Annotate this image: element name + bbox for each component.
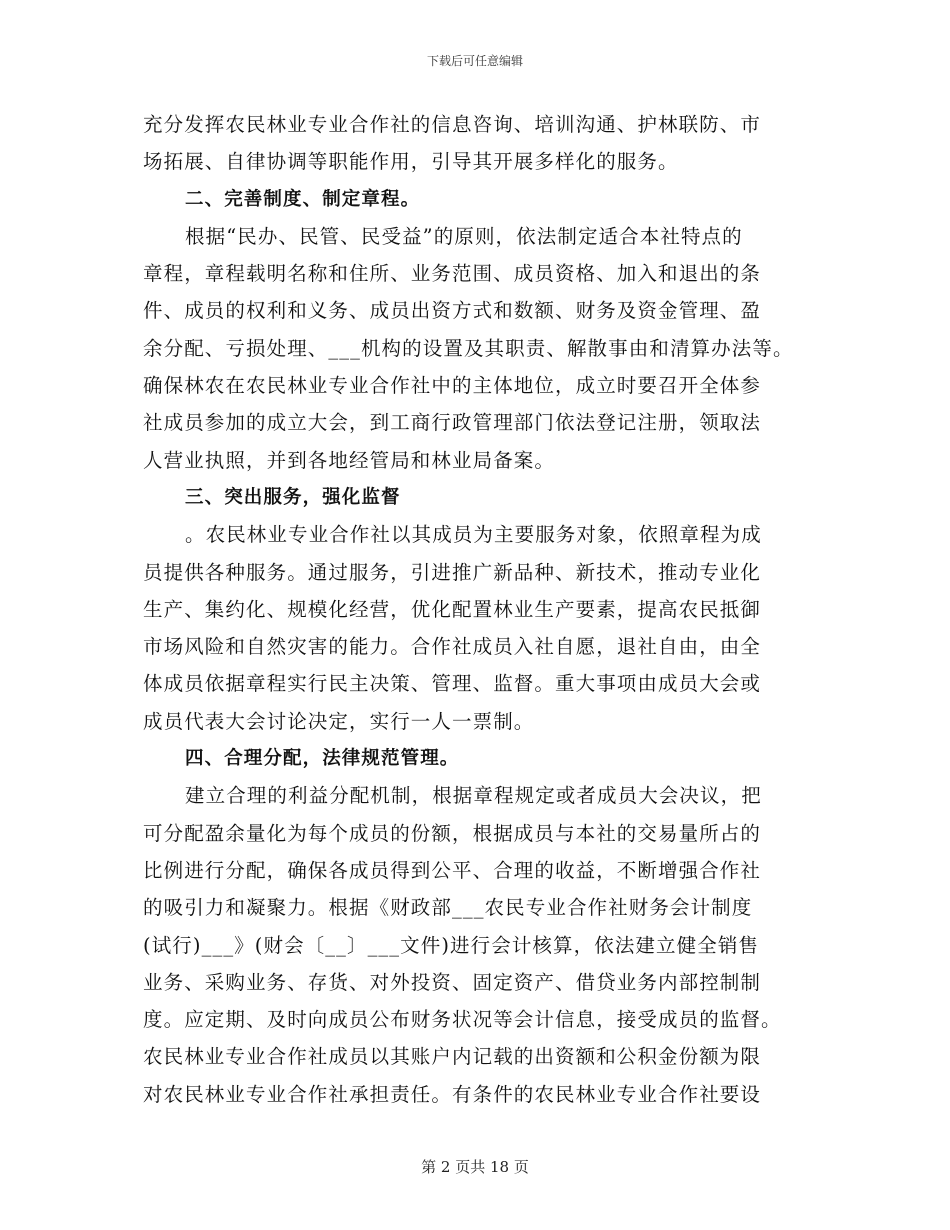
paragraph-line: 余分配、亏损处理、___机构的设置及其职责、解散事由和清算办法等。 — [143, 336, 794, 360]
paragraph-line: 市场风险和自然灾害的能力。合作社成员入社自愿，退社自由，由全 — [143, 635, 762, 659]
paragraph-line: 建立合理的利益分配机制，根据章程规定或者成员大会决议，把 — [185, 784, 762, 808]
paragraph-line: 章程，章程载明名称和住所、业务范围、成员资格、加入和退出的条 — [143, 262, 762, 286]
paragraph-line: 社成员参加的成立大会，到工商行政管理部门依法登记注册，领取法 — [143, 411, 762, 435]
paragraph-line: 确保林农在农民林业专业合作社中的主体地位，成立时要召开全体参 — [143, 374, 762, 398]
page-header: 下载后可任意编辑 — [426, 54, 523, 68]
paragraph-line: 农民林业专业合作社成员以其账户内记载的出资额和公积金份额为限 — [143, 1045, 762, 1069]
paragraph-line: 度。应定期、及时向成员公布财务状况等会计信息，接受成员的监督。 — [143, 1008, 782, 1032]
paragraph-line: 业务、采购业务、存货、对外投资、固定资产、借贷业务内部控制制 — [143, 970, 762, 994]
document-body — [143, 106, 811, 1113]
paragraph-line: 。农民林业专业合作社以其成员为主要服务对象，依照章程为成 — [185, 523, 762, 547]
paragraph-line: 生产、集约化、规模化经营，优化配置林业生产要素，提高农民抵御 — [143, 597, 762, 621]
paragraph-line: 比例进行分配，确保各成员得到公平、合理的收益，不断增强合作社 — [143, 858, 762, 882]
paragraph-line: 人营业执照，并到各地经管局和林业局备案。 — [143, 448, 556, 472]
paragraph-line: 件、成员的权利和义务、成员出资方式和数额、财务及资金管理、盈 — [143, 299, 762, 323]
paragraph-line: 充分发挥农民林业专业合作社的信息咨询、培训沟通、护林联防、市 — [143, 113, 762, 136]
section-heading: 四、合理分配，法律规范管理。 — [185, 748, 460, 770]
paragraph-line: 成员代表大会讨论决定，实行一人一票制。 — [143, 709, 535, 733]
section-heading: 三、突出服务，强化监督 — [185, 486, 401, 508]
paragraph-line: 对农民林业专业合作社承担责任。有条件的农民林业专业合作社要设 — [143, 1082, 762, 1106]
paragraph-line: 的吸引力和凝聚力。根据《财政部___农民专业合作社财务会计制度 — [143, 896, 753, 920]
paragraph-line: (试行)___》(财会〔__〕___文件)进行会计核算，依法建立健全销售 — [143, 933, 760, 957]
paragraph-line: 体成员依据章程实行民主决策、管理、监督。重大事项由成员大会或 — [143, 672, 762, 696]
section-heading: 二、完善制度、制定章程。 — [185, 188, 421, 210]
page-footer: 第 2 页共 18 页 — [421, 1158, 529, 1176]
paragraph-line: 根据“民办、民管、民受益”的原则，依法制定适合本社特点的 — [185, 224, 743, 248]
paragraph-line: 员提供各种服务。通过服务，引进推广新品种、新技术，推动专业化 — [143, 560, 762, 584]
paragraph-line: 可分配盈余量化为每个成员的份额，根据成员与本社的交易量所占的 — [143, 821, 762, 845]
paragraph-line: 场拓展、自律协调等职能作用，引导其开展多样化的服务。 — [143, 150, 679, 174]
